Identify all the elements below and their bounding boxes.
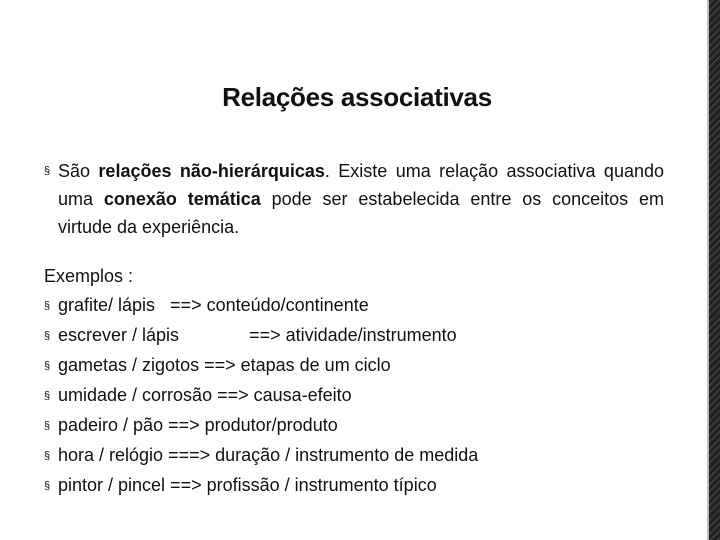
- list-item: [44, 321, 664, 351]
- list-item-text: padeiro / pão ==> produtor/produto: [58, 415, 338, 435]
- list-item-text: grafite/ lápis ==> conteúdo/continente: [58, 295, 369, 315]
- bullet-icon: §: [44, 360, 51, 372]
- list-item-text: umidade / corrosão ==> causa-efeito: [58, 385, 352, 405]
- bullet-icon: §: [44, 330, 51, 342]
- examples-heading: Exemplos :: [44, 266, 134, 286]
- intro-part-1: São: [58, 161, 99, 181]
- intro-paragraph: [44, 157, 664, 241]
- list-item: [44, 291, 664, 321]
- list-item: [44, 411, 664, 441]
- intro-bold-1: relações não-hierárquicas: [98, 161, 325, 181]
- slide-title: Relações associativas: [222, 82, 492, 112]
- intro-part-3: pode ser estabelecida entre os conceitos em virtude da experiência.: [58, 189, 664, 237]
- intro-text: [58, 157, 664, 241]
- list-item-text: pintor / pincel ==> profissão / instrumento típico: [58, 475, 437, 495]
- examples-list: [44, 262, 664, 501]
- list-item-text: hora / relógio ===> duração / instrumento de medida: [58, 445, 479, 465]
- intro-part-2: . Existe uma relação associativa quando uma: [58, 161, 664, 209]
- list-item: [44, 381, 664, 411]
- list-item: [44, 351, 664, 381]
- list-item: [44, 441, 664, 471]
- intro-bold-2: conexão temática: [103, 189, 261, 209]
- bullet-icon: §: [44, 420, 51, 432]
- list-item-text: escrever / lápis ==> atividade/instrumento: [58, 325, 457, 345]
- list-item-text: gametas / zigotos ==> etapas de um ciclo: [58, 355, 391, 375]
- bullet-icon: §: [44, 300, 51, 312]
- decorative-side-strip: [709, 0, 720, 540]
- bullet-icon: §: [44, 390, 51, 402]
- bullet-icon: §: [44, 480, 51, 492]
- bullet-icon: §: [44, 450, 51, 462]
- list-item: [44, 471, 664, 501]
- bullet-icon: §: [44, 165, 51, 177]
